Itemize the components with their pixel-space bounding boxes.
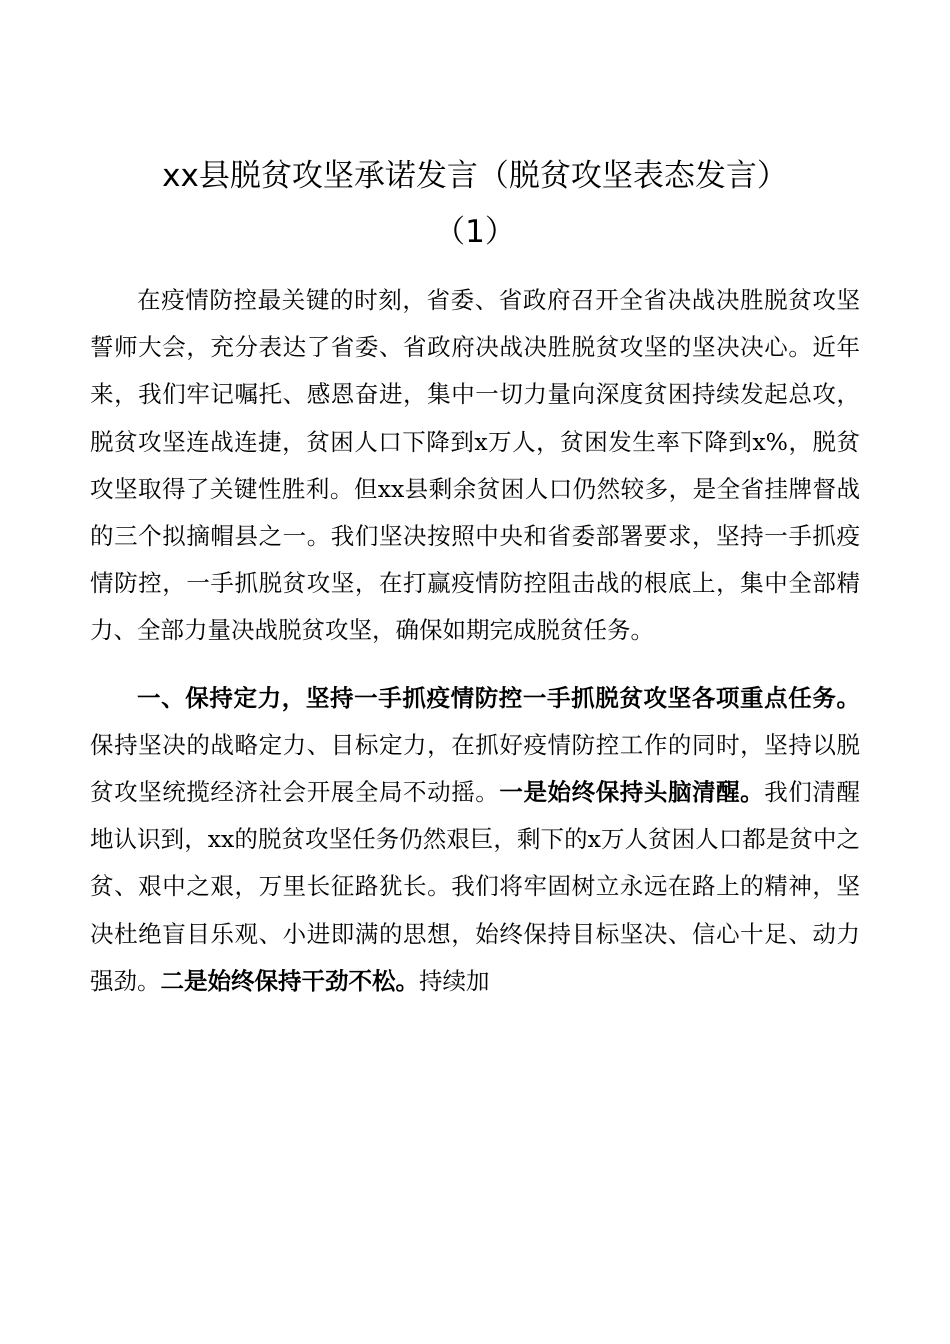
section1-point2-heading: 二是始终保持干劲不松。 [160, 966, 419, 995]
document-title-line2: （1） [434, 214, 516, 250]
intro-paragraph: 在疫情防控最关键的时刻，省委、省政府召开全省决战决胜脱贫攻坚誓师大会，充分表达了省委、省政府决战决胜脱贫攻坚的坚决决心。近年来，我们牢记嘱托、感恩奋进，集中一切力量向深度贫困持续发起总攻，脱贫攻坚连战连捷，贫困人口下降到x万人，贫困发生率下降到x%，脱贫攻坚取得了关键性胜利。但xx县剩余贫困人口仍然较多，是全省挂牌督战的三个拟摘帽县之一。我们坚决按照中央和省委部署要求，坚持一手抓疫情防控，一手抓脱贫攻坚，在打赢疫情防控阻击战的根底上，集中全部精力、全部力量决战脱贫攻坚，确保如期完成脱贫任务。 [90, 286, 860, 645]
section1-text: 保持坚决的战略定力、目标定力，在抓好疫情防控工作的同时，坚持以脱贫攻坚统揽经济社会开展全局不动摇。 [90, 730, 860, 807]
section1-point1-text: 我们清醒地认识到，xx的脱贫攻坚任务仍然艰巨，剩下的x万人贫困人口都是贫中之贫、艰中之艰，万里长征路犹长。我们将牢固树立永远在路上的精神，坚决杜绝盲目乐观、小进即满的思想，始终保持目标坚决、信心十足、动力强劲。 [90, 778, 861, 995]
section1-heading: 一、保持定力，坚持一手抓疫情防控一手抓脱贫攻坚各项重点任务。 [137, 683, 860, 712]
paragraph-spacer [90, 655, 860, 675]
document-body [90, 277, 860, 1005]
section1-point1-heading: 一是始终保持头脑清醒。 [499, 778, 765, 807]
document-title-line1: xx县脱贫攻坚承诺发言（脱贫攻坚表态发言） [162, 158, 788, 194]
section1-paragraph [90, 675, 860, 1005]
section1-point2-text: 持续加 [419, 966, 490, 995]
